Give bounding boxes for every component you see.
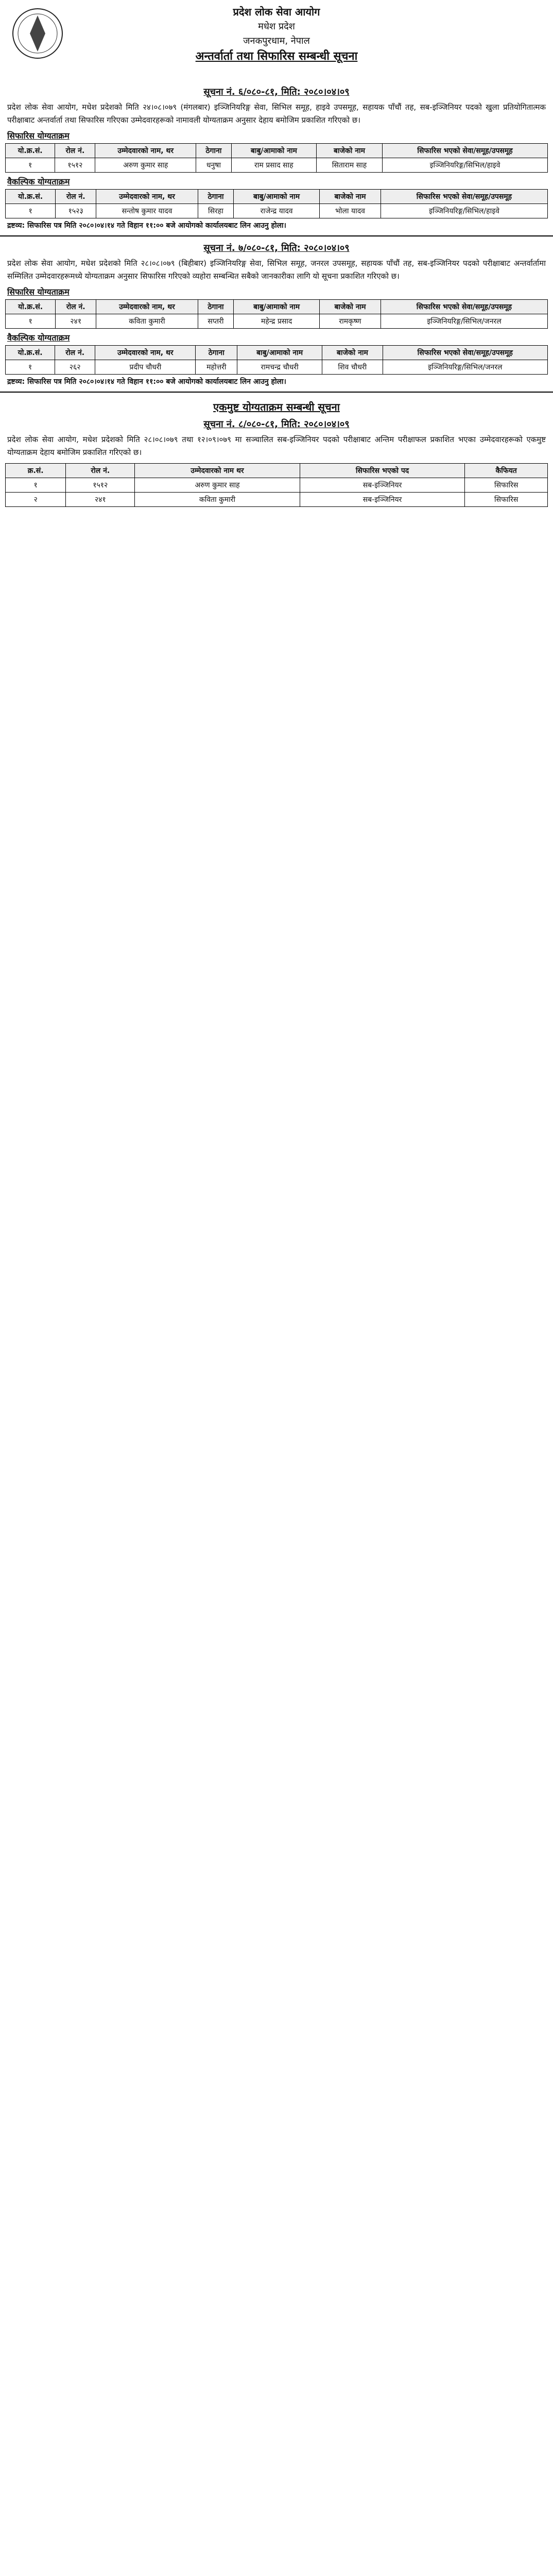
table-header: रोल नं. <box>55 346 95 360</box>
table-cell: महोत्तरी <box>196 360 237 375</box>
table-cell: सब-इञ्जिनियर <box>300 493 465 507</box>
table-header: बाबु/आमाको नाम <box>237 346 322 360</box>
alternate-caption: वैकल्पिक योग्यताक्रम <box>7 177 70 187</box>
table-header: ठेगाना <box>196 144 232 158</box>
notice-paragraph: प्रदेश लोक सेवा आयोग, मधेश प्रदेशको मिति २४।०८।०७९ (मंगलबार) इञ्जिनियरिङ्ग सेवा, सिभिल समूह, हाइवे उपसमूह, सहायक पाँचौं तह, सब-इञ्जिनियर पदको खुला प्रतियोगितात्मक परीक्षाबाट अन्तर्वार्ता तथा सिफारिस गरिएका उम्मेदवारहरूको नामावली योग्यताक्रम अनुसार देहाय बमोजिम प्रकाशित गरिएको छ। <box>7 103 546 125</box>
table-header-row <box>6 300 548 314</box>
table-cell: प्रदीप चौधरी <box>95 360 196 375</box>
table-header: रोल नं. <box>56 190 96 204</box>
table-cell: २६२ <box>55 360 95 375</box>
table-header: सिफारिस भएको सेवा/समूह/उपसमूह <box>383 144 548 158</box>
table-cell: सिरहा <box>198 204 233 218</box>
table-cell: इञ्जिनियरिङ्ग/सिभिल/हाइवे <box>381 204 547 218</box>
org-name: प्रदेश लोक सेवा आयोग <box>233 6 320 18</box>
combined-table <box>5 463 548 507</box>
table-cell: १ <box>6 204 56 218</box>
table-cell: महेन्द्र प्रसाद <box>234 314 320 329</box>
notice-paragraph: प्रदेश लोक सेवा आयोग, मधेश प्रदेशको मिति २८।०८।०७९ तथा १२।०९।०७९ मा सञ्चालित सब-इञ्जिनियर पदको परीक्षाबाट अन्तिम परीक्षाफल प्रकाशित भएका उम्मेदवारहरूको एकमुष्ट योग्यताक्रम देहाय बमोजिम प्रकाशित गरिएको छ। <box>7 435 546 457</box>
notice-number: सूचना नं. ८/०८०-८१, मिति: २०८०।०४।०९ <box>203 419 350 430</box>
table-header-row <box>6 190 548 204</box>
table-cell: १ <box>6 478 66 493</box>
table-header-row <box>6 144 548 158</box>
table-header: सिफारिस भएको सेवा/समूह/उपसमूह <box>381 190 547 204</box>
table-cell: रामचन्द्र चौधरी <box>237 360 322 375</box>
combined-merit-section <box>0 400 553 507</box>
table-header: बाजेको नाम <box>322 346 383 360</box>
notice-number: सूचना नं. ७/०८०-८१, मिति: २०८०।०४।०९ <box>203 243 350 253</box>
table-row <box>6 158 548 173</box>
section-note: द्रष्टव्य: सिफारिस पत्र मिति २०८०।०४।१४ गते विहान ११:०० बजे आयोगको कार्यालयबाट लिन आउनु होला। <box>7 222 286 230</box>
alternate-table <box>5 345 548 375</box>
government-emblem-icon <box>9 5 66 62</box>
table-header: बाजेको नाम <box>320 300 381 314</box>
table-header: ठेगाना <box>198 190 233 204</box>
table-header-row <box>6 346 548 360</box>
table-cell: सप्तरी <box>198 314 234 329</box>
table-header: उम्मेदवारको नाम, थर <box>95 346 196 360</box>
merit-caption: सिफारिस योग्यताक्रम <box>7 131 70 141</box>
table-cell: राजेन्द्र यादव <box>234 204 320 218</box>
org-location: जनकपुरधाम, नेपाल <box>243 36 310 46</box>
section-divider <box>0 235 553 236</box>
table-cell: शिव चौधरी <box>322 360 383 375</box>
alternate-table <box>5 189 548 218</box>
table-header: सिफारिस भएको पद <box>300 464 465 478</box>
combined-title: एकमुष्ट योग्यताक्रम सम्बन्धी सूचना <box>213 401 340 413</box>
table-header: यो.क्र.सं. <box>6 144 55 158</box>
table-row <box>6 314 548 329</box>
table-cell: २ <box>6 493 66 507</box>
table-row <box>6 478 548 493</box>
table-header: रोल नं. <box>66 464 135 478</box>
table-cell: २४१ <box>56 314 96 329</box>
table-header: सिफारिस भएको सेवा/समूह/उपसमूह <box>383 346 547 360</box>
table-header: यो.क्र.सं. <box>6 346 55 360</box>
table-cell: १ <box>6 314 56 329</box>
table-cell: कविता कुमारी <box>135 493 300 507</box>
table-row <box>6 493 548 507</box>
table-cell: सिताराम साह <box>316 158 382 173</box>
table-header: यो.क्र.सं. <box>6 190 56 204</box>
table-header: कैफियत <box>465 464 548 478</box>
table-cell: सब-इञ्जिनियर <box>300 478 465 493</box>
section-divider <box>0 392 553 393</box>
table-header: बाजेको नाम <box>320 190 381 204</box>
table-header-row <box>6 464 548 478</box>
table-header: बाजेको नाम <box>316 144 382 158</box>
table-cell: इञ्जिनियरिङ्ग/सिभिल/हाइवे <box>383 158 548 173</box>
province-name: मधेश प्रदेश <box>258 21 295 32</box>
document-title: अन्तर्वार्ता तथा सिफारिस सम्बन्धी सूचना <box>195 50 358 63</box>
table-row <box>6 360 548 375</box>
table-header: क्र.सं. <box>6 464 66 478</box>
table-cell: १५१२ <box>55 158 95 173</box>
table-header: उम्मेदवारको नाम थर <box>135 464 300 478</box>
table-cell: रामकृष्ण <box>320 314 381 329</box>
table-header: रोल नं. <box>56 300 96 314</box>
table-header: बाबु/आमाको नाम <box>231 144 316 158</box>
notice-paragraph: प्रदेश लोक सेवा आयोग, मधेश प्रदेशको मिति २८।०८।०७९ (बिहीबार) इञ्जिनियरिङ्ग सेवा, सिभिल समूह, जनरल उपसमूह, सहायक पाँचौं तह, सब-इञ्जिनियर पदको परीक्षाबाट अन्तर्वार्तामा सम्मिलित उम्मेदवारहरूमध्ये योग्यताक्रम अनुसार सिफारिस गरिएको व्यहोरा सम्बन्धित सबैको जानकारीका लागि यो सूचना प्रकाशित गरिएको छ। <box>7 259 546 281</box>
table-cell: इञ्जिनियरिङ्ग/सिभिल/जनरल <box>381 314 547 329</box>
table-cell: १५२३ <box>56 204 96 218</box>
table-header: यो.क्र.सं. <box>6 300 56 314</box>
table-cell: भोला यादव <box>320 204 381 218</box>
table-cell: १५१२ <box>66 478 135 493</box>
section-note: द्रष्टव्य: सिफारिस पत्र मिति २०८०।०४।१४ गते विहान ११:०० बजे आयोगको कार्यालयबाट लिन आउनु होला। <box>7 378 286 386</box>
notice-number: सूचना नं. ६/०८०-८१, मिति: २०८०।०४।०९ <box>203 87 350 97</box>
table-header: रोल नं. <box>55 144 95 158</box>
table-cell: अरुण कुमार साह <box>135 478 300 493</box>
merit-table <box>5 143 548 173</box>
table-cell: कविता कुमारी <box>96 314 198 329</box>
merit-table <box>5 299 548 329</box>
table-cell: १ <box>6 360 55 375</box>
table-cell: राम प्रसाद साह <box>231 158 316 173</box>
table-cell: सिफारिस <box>465 478 548 493</box>
table-header: उम्मेदवारको नाम, थर <box>95 144 196 158</box>
alternate-caption: वैकल्पिक योग्यताक्रम <box>7 333 70 343</box>
table-header: उम्मेदवारको नाम, थर <box>96 300 198 314</box>
table-cell: १ <box>6 158 55 173</box>
table-header: ठेगाना <box>198 300 234 314</box>
notice-section <box>0 242 553 386</box>
table-cell: इञ्जिनियरिङ्ग/सिभिल/जनरल <box>383 360 547 375</box>
table-header: उम्मेदवारको नाम, थर <box>96 190 198 204</box>
table-row <box>6 204 548 218</box>
document-header <box>0 0 553 81</box>
table-header: सिफारिस भएको सेवा/समूह/उपसमूह <box>381 300 547 314</box>
table-cell: सन्तोष कुमार यादव <box>96 204 198 218</box>
merit-caption: सिफारिस योग्यताक्रम <box>7 287 70 297</box>
table-cell: अरुण कुमार साह <box>95 158 196 173</box>
table-cell: २४१ <box>66 493 135 507</box>
table-header: बाबु/आमाको नाम <box>234 300 320 314</box>
notice-section <box>0 86 553 230</box>
table-cell: सिफारिस <box>465 493 548 507</box>
table-cell: धनुषा <box>196 158 232 173</box>
table-header: ठेगाना <box>196 346 237 360</box>
table-header: बाबु/आमाको नाम <box>234 190 320 204</box>
